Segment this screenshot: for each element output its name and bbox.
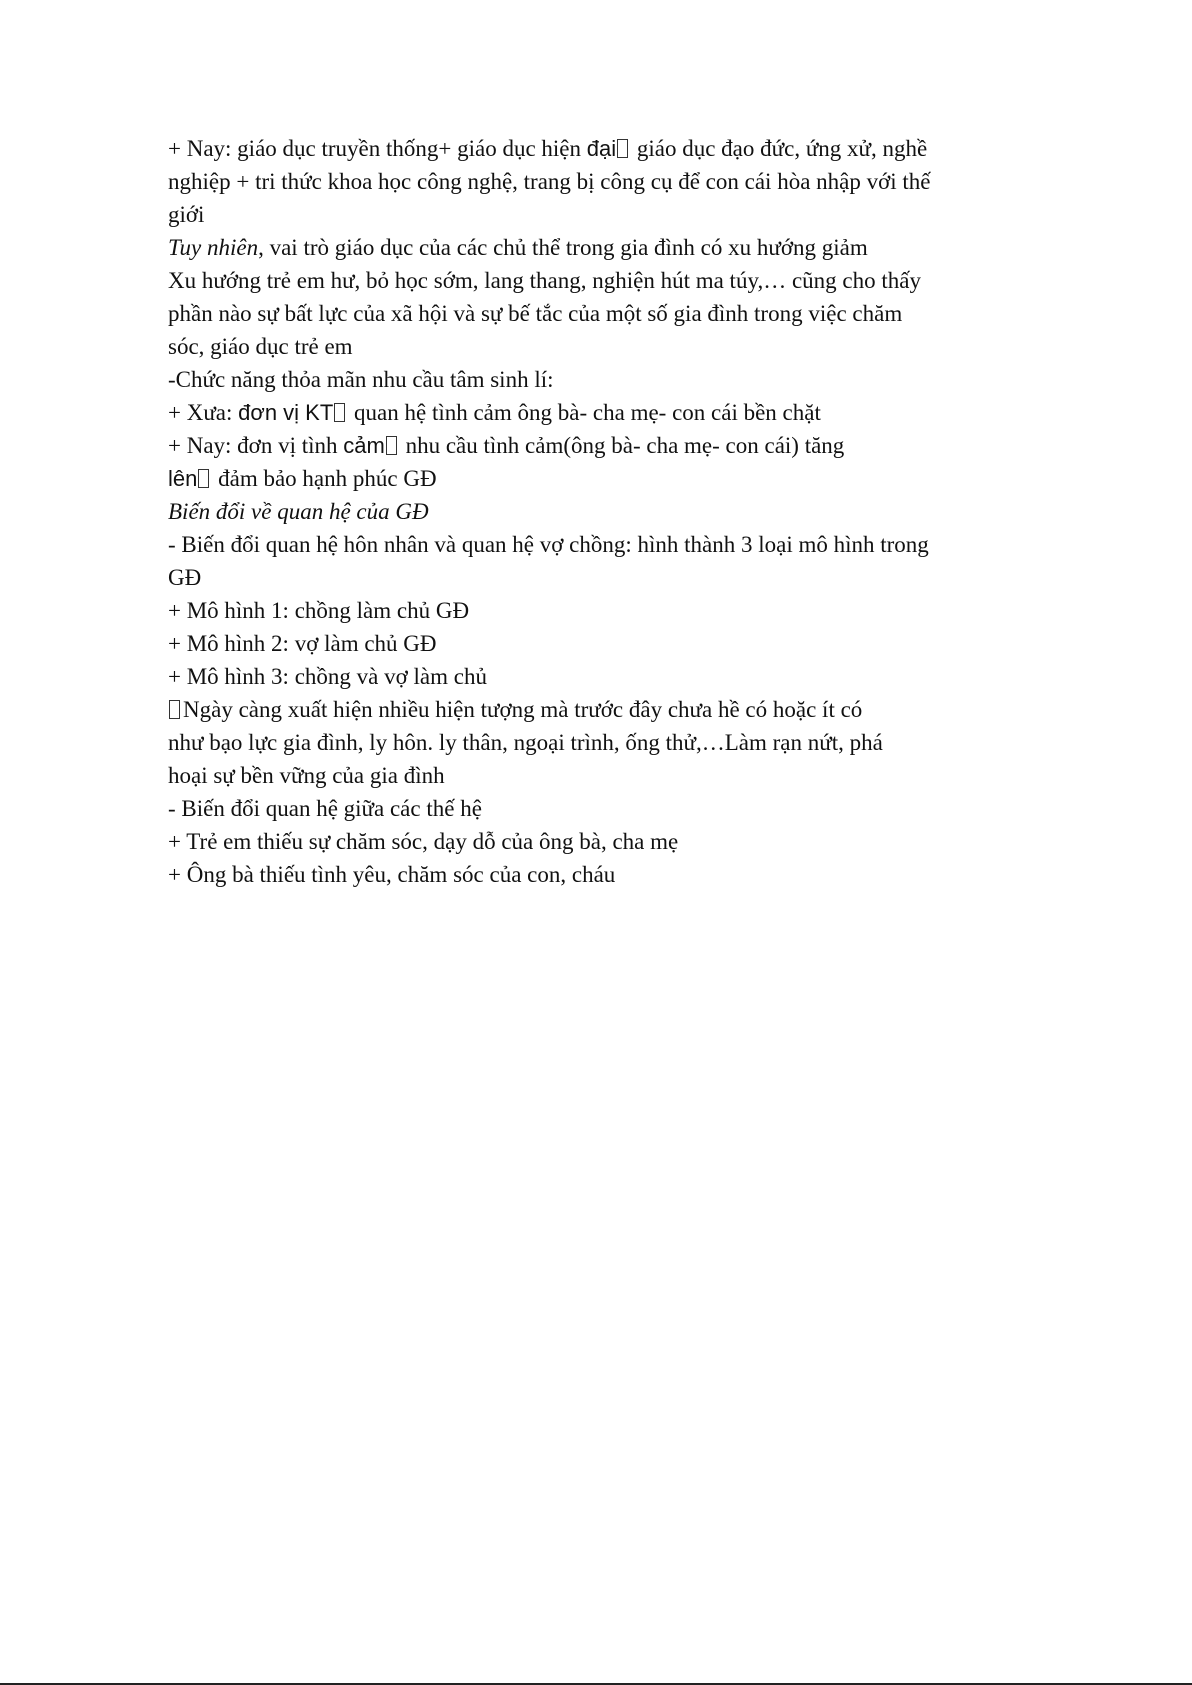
text-line: - Biến đổi quan hệ giữa các thế hệ [168, 796, 482, 821]
text-line: + Mô hình 1: chồng làm chủ GĐ [168, 598, 470, 623]
text-line: -Chức năng thỏa mãn nhu cầu tâm sinh lí: [168, 367, 554, 392]
text-line: Xu hướng trẻ em hư, bỏ học sớm, lang thang, nghiện hút ma túy,… cũng cho thấy [168, 268, 921, 293]
text-line: Ngày càng xuất hiện nhiều hiện tượng mà trước đây chưa hề có hoặc ít có [168, 693, 1048, 726]
text-line: Tuy nhiên, vai trò giáo dục của các chủ thể trong gia đình có xu hướng giảm [168, 235, 868, 260]
document-body [168, 132, 1048, 891]
text-line: + Nay: giáo dục truyền thống+ giáo dục hiện đại giáo dục đạo đức, ứng xử, nghề [168, 136, 928, 161]
missing-glyph-icon [169, 700, 180, 719]
text-line: lên đảm bảo hạnh phúc GĐ [168, 466, 437, 491]
text-line: + Ông bà thiếu tình yêu, chăm sóc của con, cháu [168, 862, 616, 887]
text-line: như bạo lực gia đình, ly hôn. ly thân, ngoại trình, ống thử,…Làm rạn nứt, phá [168, 730, 883, 755]
text-line: + Trẻ em thiếu sự chăm sóc, dạy dỗ của ông bà, cha mẹ [168, 829, 679, 854]
text-line: + Nay: đơn vị tình cảm nhu cầu tình cảm(ông bà- cha mẹ- con cái) tăng [168, 433, 845, 458]
missing-glyph-icon [334, 403, 345, 422]
text-line: + Mô hình 3: chồng và vợ làm chủ [168, 664, 487, 689]
text-line: nghiệp + tri thức khoa học công nghệ, trang bị công cụ để con cái hòa nhập với thế [168, 169, 931, 194]
text-line: + Mô hình 2: vợ làm chủ GĐ [168, 631, 437, 656]
text-line: sóc, giáo dục trẻ em [168, 334, 353, 359]
text-line: phần nào sự bất lực của xã hội và sự bế tắc của một số gia đình trong việc chăm [168, 301, 903, 326]
missing-glyph-icon [386, 436, 397, 455]
missing-glyph-icon [617, 139, 628, 158]
text-line: hoại sự bền vững của gia đình [168, 763, 445, 788]
text-line: - Biến đổi quan hệ hôn nhân và quan hệ vợ chồng: hình thành 3 loại mô hình trong [168, 532, 929, 557]
text-line: GĐ [168, 565, 202, 590]
text-line: + Xưa: đơn vị KT quan hệ tình cảm ông bà- cha mẹ- con cái bền chặt [168, 400, 821, 425]
missing-glyph-icon [198, 469, 209, 488]
section-heading: Biến đổi về quan hệ của GĐ [168, 499, 429, 524]
text-line: giới [168, 202, 205, 227]
